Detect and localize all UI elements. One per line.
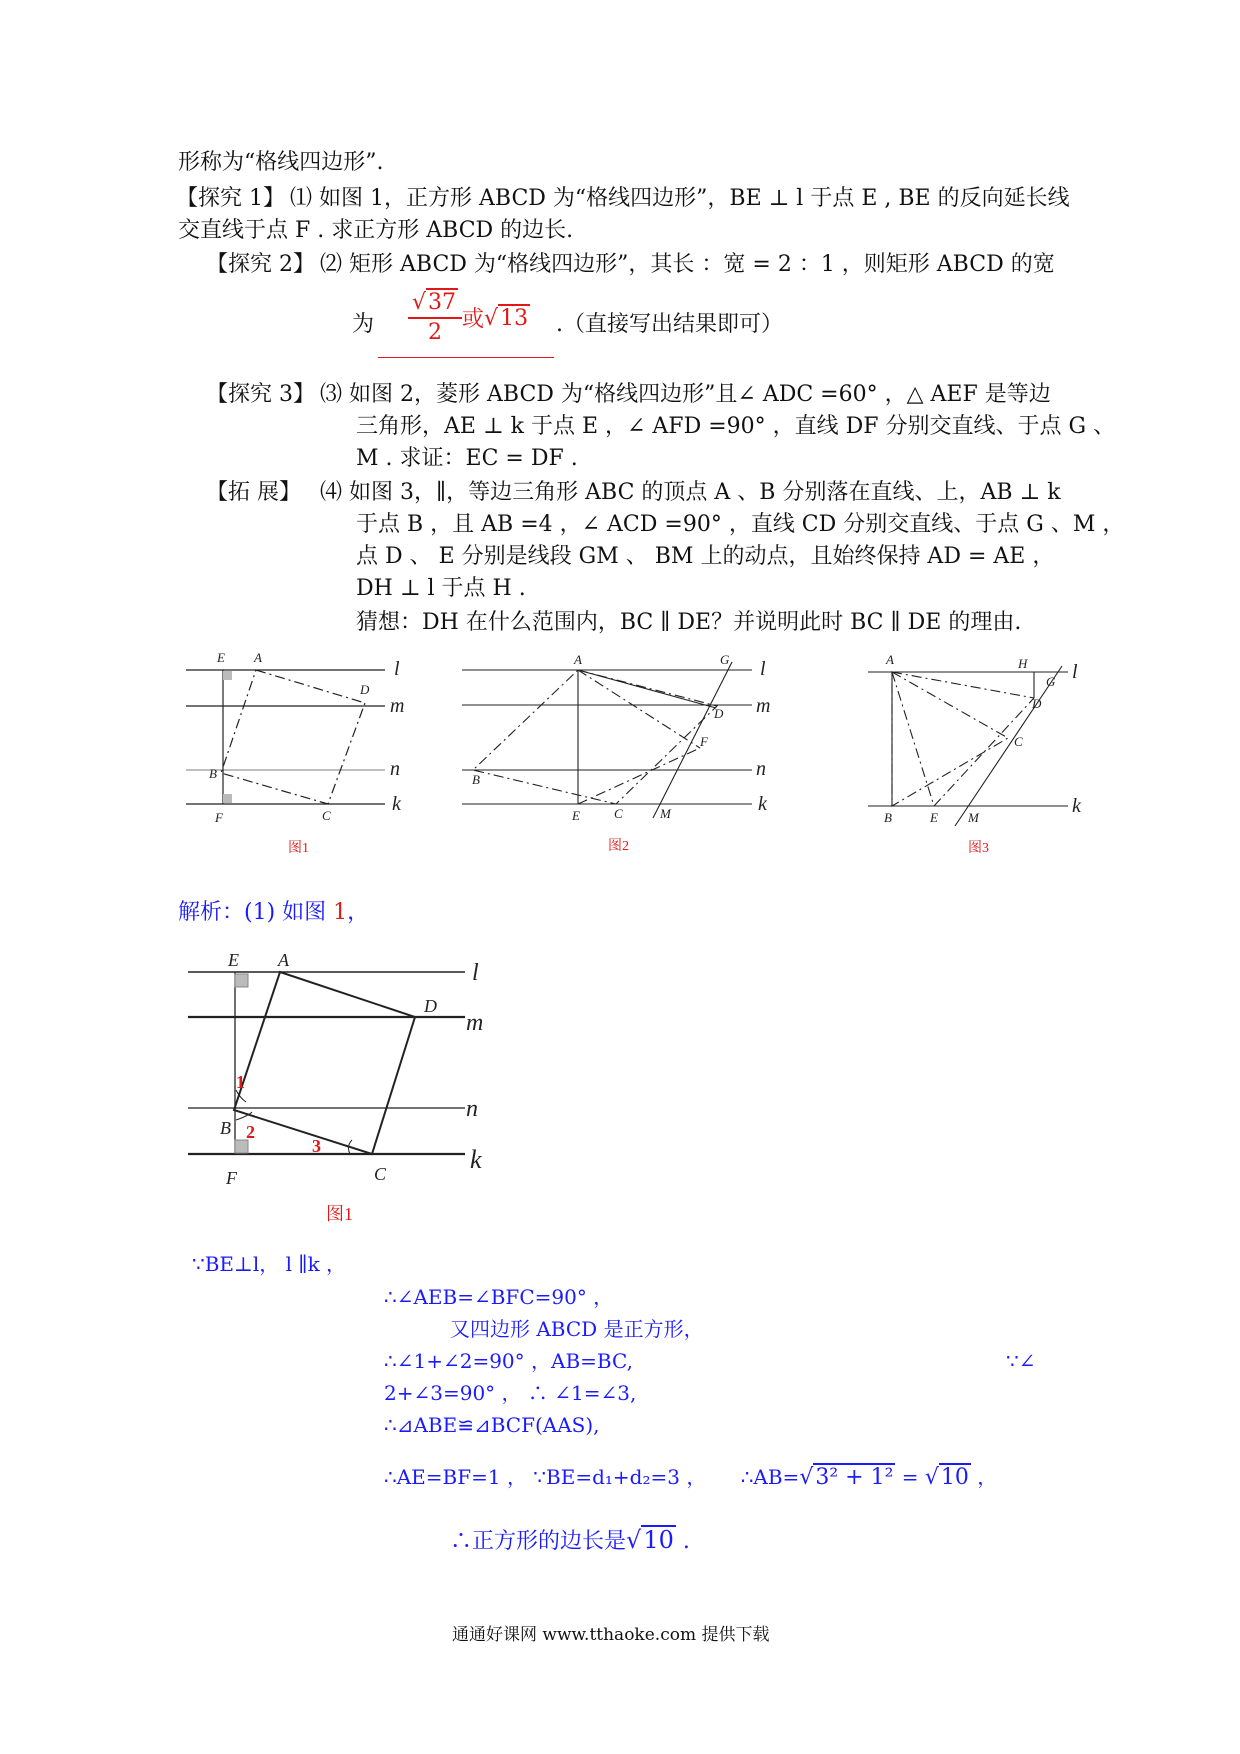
line-0: 形称为“格线四边形”. — [178, 150, 384, 175]
svg-text:A: A — [886, 652, 894, 667]
svg-text:A: A — [254, 650, 262, 665]
svg-text:3: 3 — [312, 1136, 321, 1156]
svg-text:k: k — [1072, 795, 1081, 817]
svg-text:图1: 图1 — [326, 1204, 353, 1224]
svg-text:1: 1 — [236, 1072, 245, 1092]
explore2-tail: .（直接写出结果即可） — [556, 312, 783, 337]
svg-text:D: D — [1032, 696, 1042, 711]
svg-text:C: C — [322, 808, 331, 823]
solution-step-5: 2+∠3=90° ， ∴ ∠1=∠3, — [384, 1381, 637, 1405]
explore1-line-a: ⑴ 如图 1，正方形 ABCD 为“格线四边形”，BE ⊥ l 于点 E , BE 的反向延长线 — [290, 186, 1070, 211]
svg-text:M: M — [968, 810, 979, 825]
explore2-answer: $\frac{√37}{2}$ 或√13 — [408, 288, 530, 347]
svg-text:C: C — [1014, 734, 1023, 749]
svg-text:E: E — [217, 650, 225, 665]
explore2-tag: 【探究 2】 — [206, 252, 315, 277]
solution-step-4: ∴∠1+∠2=90° ，AB=BC, — [384, 1349, 633, 1373]
svg-text:m: m — [756, 695, 771, 717]
svg-text:F: F — [700, 734, 708, 749]
svg-text:n: n — [756, 758, 766, 780]
explore2-wei: 为 — [352, 312, 375, 337]
explore1-tag: 【探究 1】 — [176, 186, 285, 211]
svg-text:M: M — [660, 806, 671, 821]
svg-text:G: G — [720, 652, 730, 667]
extend-tag: 【拓 展】 — [206, 480, 301, 505]
solution-step-7: ∴AE=BF=1 ， ∵BE=d₁+d₂=3 ， ∴AB=√3² + 1² = √10 ， — [384, 1465, 998, 1490]
answer-fraction: $\frac{√37}{2}$ — [408, 288, 462, 347]
svg-text:l: l — [760, 658, 766, 680]
svg-text:D: D — [360, 682, 370, 697]
figure-1-labels — [209, 650, 404, 856]
extend-line-d: DH ⊥ l 于点 H . — [356, 576, 526, 601]
solution-step-4-right: ∵∠ — [1006, 1349, 1036, 1373]
solution-figure-1-labels — [220, 950, 483, 1224]
svg-text:C: C — [614, 806, 623, 821]
svg-text:F: F — [226, 1168, 237, 1188]
svg-text:l: l — [472, 960, 479, 986]
solution-conclusion: ∴正方形的边长是√10 . — [450, 1526, 690, 1554]
solution-step-3: 又四边形 ABCD 是正方形， — [450, 1317, 704, 1341]
solution-step-2: ∴∠AEB=∠BFC=90° ， — [384, 1285, 614, 1309]
footer-credit: 通通好课网 www.tthaoke.com 提供下载 — [452, 1625, 770, 1645]
svg-text:图2: 图2 — [608, 839, 629, 854]
extend-line-a: ⑷ 如图 3，∥，等边三角形 ABC 的顶点 A 、B 分别落在直线、上，AB ⊥ k — [320, 480, 1061, 505]
svg-text:m: m — [390, 695, 405, 717]
solution-step-1: ∵BE⊥l， l ∥k ， — [192, 1252, 347, 1276]
explore2-line-a: ⑵ 矩形 ABCD 为“格线四边形”，其长 ：宽 = 2 ：1 ，则矩形 ABCD 的宽 — [320, 252, 1055, 277]
svg-text:E: E — [930, 810, 938, 825]
svg-text:D: D — [714, 706, 724, 721]
svg-text:A: A — [574, 652, 582, 667]
extend-line-c: 点 D 、 E 分别是线段 GM 、 BM 上的动点，且始终保持 AD = AE ， — [356, 544, 1055, 569]
svg-text:k: k — [758, 793, 767, 815]
figure-3-labels — [884, 652, 1082, 856]
svg-text:H: H — [1018, 656, 1028, 671]
extend-line-e: 猜想：DH 在什么范围内，BC ∥ DE？并说明此时 BC ∥ DE 的理由. — [356, 610, 1022, 635]
explore3-line-a: ⑶ 如图 2，菱形 ABCD 为“格线四边形”且∠ ADC =60° ，△ AEF 是等边 — [320, 382, 1051, 407]
svg-text:B: B — [884, 810, 892, 825]
svg-text:k: k — [470, 1145, 482, 1174]
explore1-line-b: 交直线于点 F . 求正方形 ABCD 的边长. — [178, 218, 574, 243]
svg-text:2: 2 — [246, 1122, 255, 1142]
svg-text:k: k — [392, 793, 401, 815]
svg-text:m: m — [466, 1010, 484, 1036]
svg-text:l: l — [1072, 661, 1078, 683]
svg-text:G: G — [1046, 674, 1056, 689]
svg-text:n: n — [390, 758, 400, 780]
solution-step-6: ∴⊿ABE≌⊿BCF(AAS), — [384, 1413, 600, 1437]
svg-text:E: E — [228, 950, 239, 970]
explore3-tag: 【探究 3】 — [206, 382, 315, 407]
svg-text:E: E — [572, 808, 580, 823]
svg-text:F: F — [215, 810, 223, 825]
explore3-line-b: 三角形，AE ⊥ k 于点 E ，∠ AFD =90° ，直线 DF 分别交直线、于点 G 、 — [356, 414, 1116, 439]
figure-3 — [868, 666, 1068, 826]
svg-text:图3: 图3 — [968, 841, 989, 856]
explore3-line-c: M . 求证：EC = DF . — [356, 446, 578, 471]
solution-heading: 解析：(1) 如图 1， — [178, 900, 370, 925]
svg-text:B: B — [220, 1118, 231, 1138]
svg-text:图1: 图1 — [288, 841, 309, 856]
svg-text:D: D — [424, 996, 437, 1016]
svg-text:C: C — [374, 1164, 387, 1184]
svg-text:B: B — [209, 766, 217, 781]
svg-text:A: A — [278, 950, 289, 970]
figure-2 — [462, 662, 752, 818]
svg-text:n: n — [466, 1096, 478, 1122]
svg-text:B: B — [472, 772, 480, 787]
svg-text:l: l — [394, 658, 400, 680]
extend-line-b: 于点 B ，且 AB =4 ，∠ ACD =90° ，直线 CD 分别交直线、于点 G 、M ， — [356, 512, 1125, 537]
figure-1 — [186, 670, 385, 804]
